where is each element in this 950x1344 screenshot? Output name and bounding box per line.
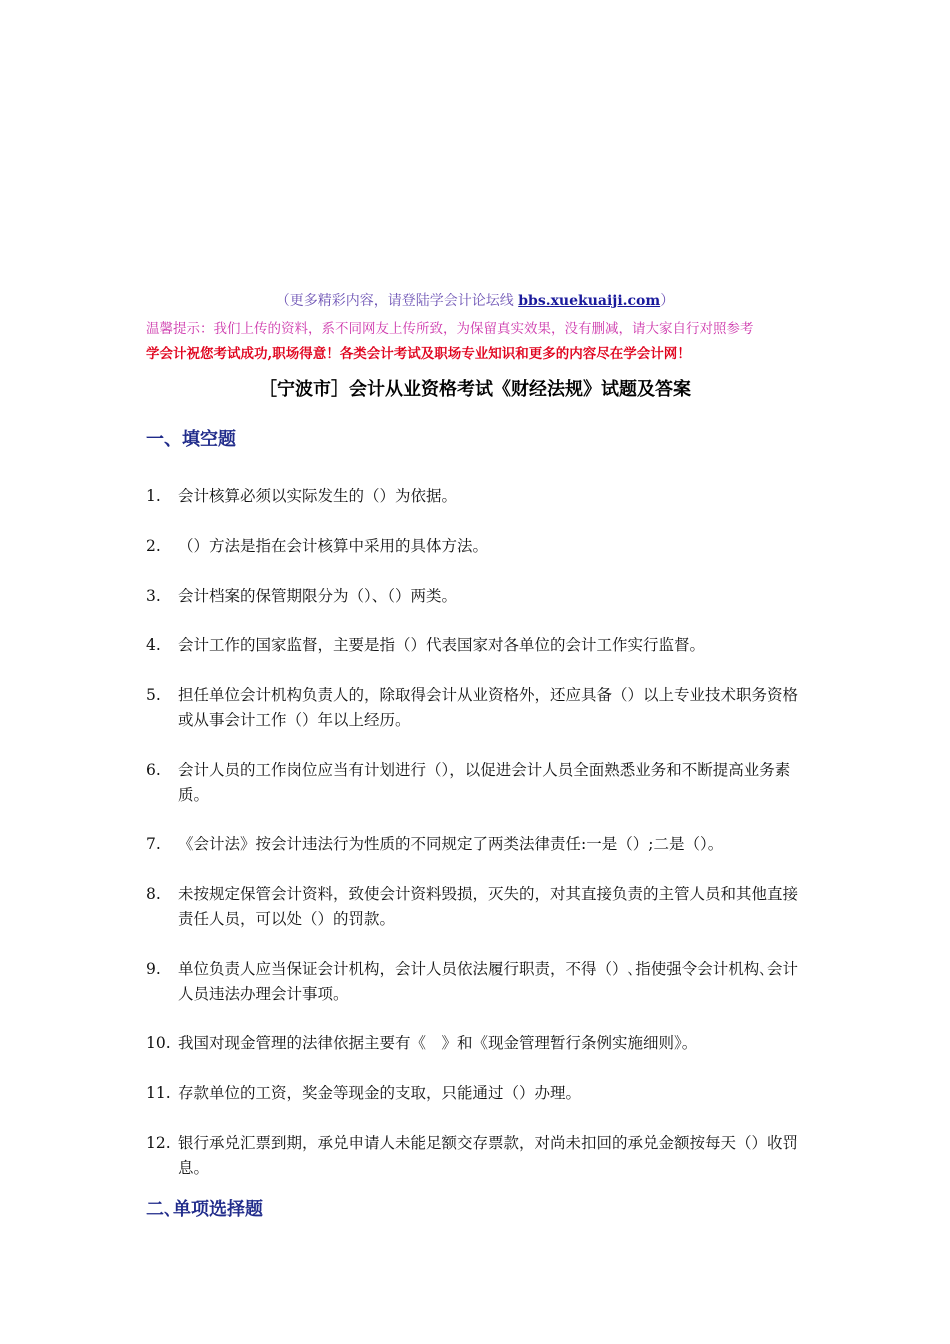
question-item bbox=[146, 1081, 810, 1106]
question-item bbox=[146, 484, 810, 509]
slogan-line: 学会计祝您考试成功,职场得意！各类会计考试及职场专业知识和更多的内容尽在学会计网！ bbox=[146, 346, 691, 362]
question-text: 单位负责人应当保证会计机构，会计人员依法履行职责，不得（）､指使强令会计机构､会计人员违法办理会计事项。 bbox=[178, 960, 799, 1003]
question-text: 《会计法》按会计违法行为性质的不同规定了两类法律责任:一是（）;二是（）。 bbox=[178, 835, 724, 853]
question-number: 3. bbox=[146, 587, 161, 605]
section-heading-single-choice: 二､单项选择题 bbox=[146, 1199, 263, 1220]
question-number: 4. bbox=[146, 636, 161, 654]
question-item bbox=[146, 534, 810, 559]
question-text: 会计核算必须以实际发生的（）为依据。 bbox=[178, 487, 458, 505]
question-number: 6. bbox=[146, 761, 161, 779]
question-number: 12. bbox=[146, 1134, 171, 1152]
question-number: 10. bbox=[146, 1034, 171, 1052]
question-item bbox=[146, 882, 810, 932]
question-number: 2. bbox=[146, 537, 161, 555]
promo-prefix: （更多精彩内容，请登陆学会计论坛线 bbox=[275, 293, 519, 309]
question-item bbox=[146, 683, 810, 733]
question-number: 11. bbox=[146, 1084, 171, 1102]
question-item bbox=[146, 584, 810, 609]
question-number: 1. bbox=[146, 487, 161, 505]
tip-line: 温馨提示：我们上传的资料，系不同网友上传所致，为保留真实效果，没有删减，请大家自行对照参考 bbox=[146, 321, 754, 337]
question-number: 5. bbox=[146, 686, 161, 704]
promo-line bbox=[0, 290, 950, 310]
question-number: 9. bbox=[146, 960, 161, 978]
question-number: 8. bbox=[146, 885, 161, 903]
question-number: 7. bbox=[146, 835, 161, 853]
question-text: 会计工作的国家监督，主要是指（）代表国家对各单位的会计工作实行监督。 bbox=[178, 636, 706, 654]
question-text: 银行承兑汇票到期，承兑申请人未能足额交存票款，对尚未扣回的承兑金额按每天（）收罚息。 bbox=[178, 1134, 799, 1177]
question-text: （）方法是指在会计核算中采用的具体方法。 bbox=[178, 537, 489, 555]
question-text: 存款单位的工资，奖金等现金的支取，只能通过（）办理。 bbox=[178, 1084, 582, 1102]
section-heading-fill-blank: 一、填空题 bbox=[146, 429, 236, 450]
question-text: 担任单位会计机构负责人的，除取得会计从业资格外，还应具备（）以上专业技术职务资格或从事会计工作（）年以上经历。 bbox=[178, 686, 799, 729]
question-item bbox=[146, 633, 810, 658]
question-item bbox=[146, 1031, 810, 1056]
promo-suffix: ） bbox=[660, 293, 675, 309]
question-item bbox=[146, 957, 810, 1007]
question-item bbox=[146, 832, 810, 857]
question-text: 未按规定保管会计资料，致使会计资料毁损，灭失的，对其直接负责的主管人员和其他直接责任人员，可以处（）的罚款。 bbox=[178, 885, 799, 928]
document-title: ［宁波市］会计从业资格考试《财经法规》试题及答案 bbox=[259, 379, 691, 400]
forum-link[interactable]: bbs.xuekuaiji.com bbox=[518, 293, 661, 309]
question-text: 会计档案的保管期限分为（）、（）两类。 bbox=[178, 587, 458, 605]
question-text: 我国对现金管理的法律依据主要有《 》和《现金管理暂行条例实施细则》。 bbox=[178, 1034, 698, 1052]
question-item bbox=[146, 758, 810, 808]
question-item bbox=[146, 1131, 810, 1181]
question-text: 会计人员的工作岗位应当有计划进行（），以促进会计人员全面熟悉业务和不断提高业务素质。 bbox=[178, 761, 791, 804]
